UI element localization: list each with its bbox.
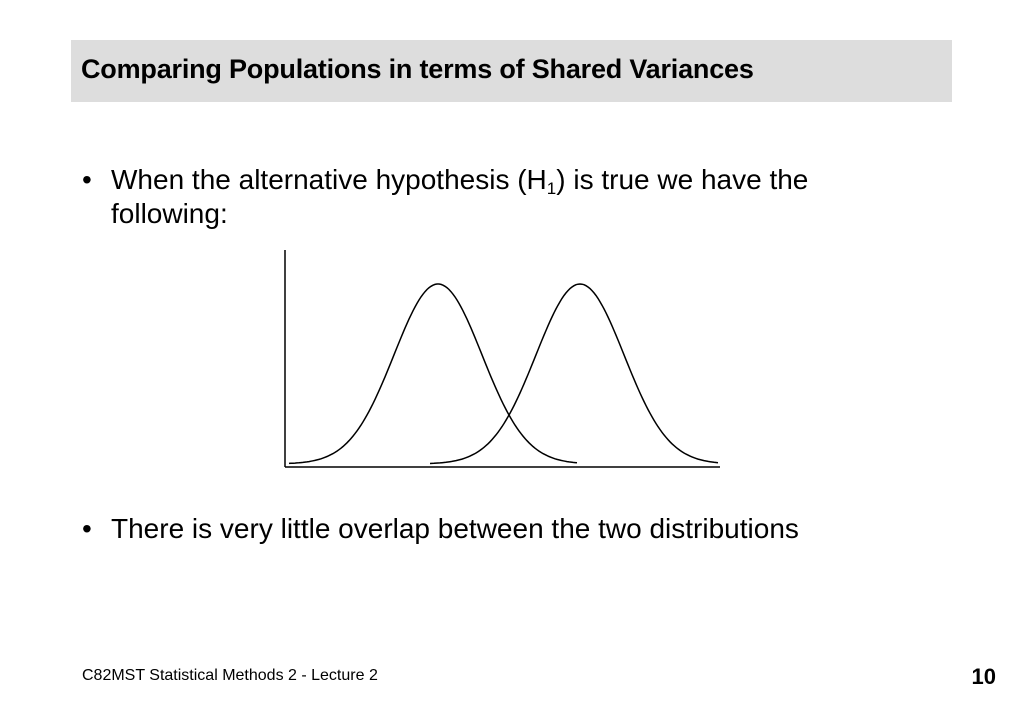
bullet-marker: • — [82, 513, 92, 544]
right-distribution-curve — [430, 284, 718, 464]
bullet-line2: following: — [111, 198, 228, 229]
slide-title: Comparing Populations in terms of Shared Variances — [81, 54, 754, 84]
bullet-text: There is very little overlap between the two distributions — [111, 513, 799, 544]
title-bar — [71, 40, 952, 102]
bullet-marker: • — [82, 164, 92, 195]
bullet-text — [111, 163, 808, 231]
bullet-line1-before: When the alternative hypothesis (H — [111, 164, 547, 195]
hypothesis-subscript: 1 — [546, 179, 557, 198]
distribution-figure — [275, 245, 735, 480]
bullet-line1-after: ) is true we have the — [556, 164, 809, 195]
footer-course: C82MST Statistical Methods 2 - Lecture 2 — [82, 667, 378, 684]
page-number: 10 — [971, 664, 996, 689]
left-distribution-curve — [289, 284, 577, 463]
